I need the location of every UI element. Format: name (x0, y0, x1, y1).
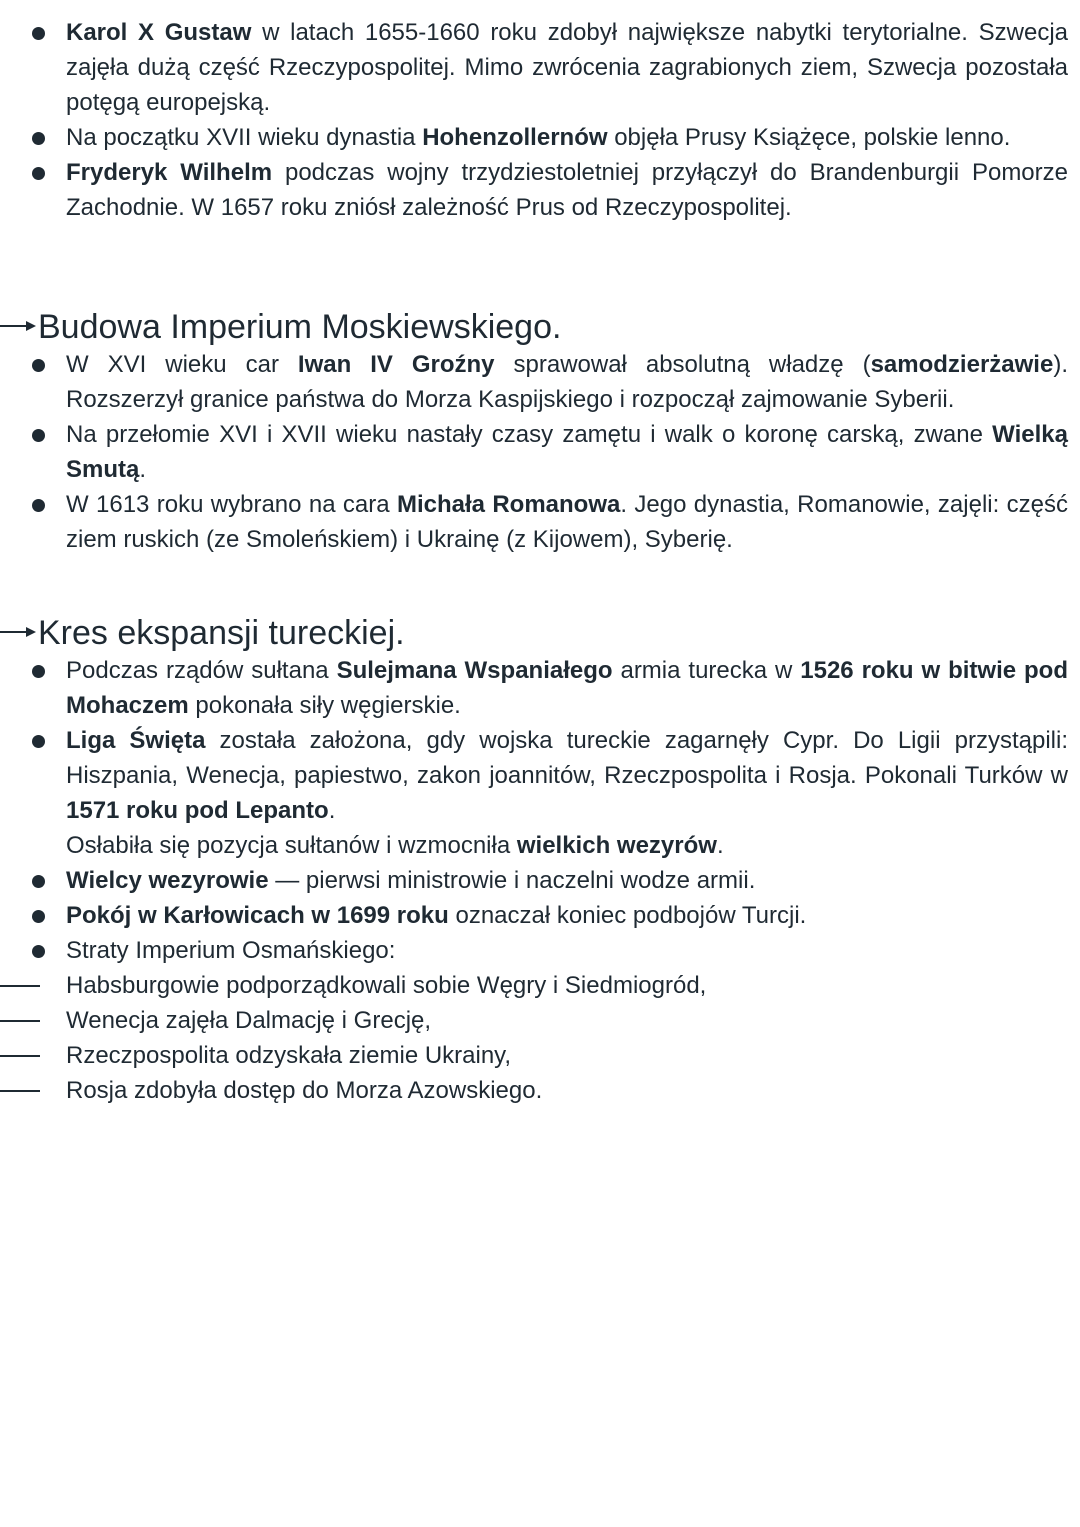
dash-marker-icon (0, 1020, 40, 1022)
bold-text: Wielką Smutą (66, 421, 1068, 483)
list-item (0, 723, 1076, 863)
text-run: Wenecja zajęła Dalmację i Grecję, (66, 1007, 432, 1034)
heading-text: Budowa Imperium Moskiewskiego. (38, 308, 562, 346)
text-run: Rzeczpospolita odzyskała ziemie Ukrainy, (66, 1042, 512, 1069)
bold-text: samodzierżawie (870, 351, 1054, 378)
text-run: podczas wojny trzydziestoletniej przyłączył do Brandenburgii Pomorze Zachodnie. W 1657 roku zniósł zależność Prus od Rzeczypospolitej. (66, 159, 1068, 221)
list-item (0, 1003, 1076, 1038)
section-heading-moscow (0, 307, 1076, 347)
bold-text: Wielcy wezyrowie (66, 867, 269, 894)
list-item (0, 863, 1076, 898)
dash-marker-icon (0, 1055, 40, 1057)
text-run: Podczas rządów sułtana (66, 657, 337, 684)
arrow-right-icon (0, 624, 38, 640)
dash-marker-icon (0, 1090, 40, 1092)
text-run: Rosja zdobyła dostęp do Morza Azowskiego. (66, 1077, 543, 1104)
list-item (0, 155, 1076, 225)
arrow-right-icon (0, 318, 38, 334)
bullet-icon (32, 499, 45, 512)
list-item (0, 968, 1076, 1003)
bullet-icon (32, 665, 45, 678)
bullet-icon (32, 735, 45, 748)
section-turkey (0, 613, 1076, 1108)
bold-text: 1571 roku pod Lepanto (66, 797, 329, 824)
text-run: . Jego dynastia, Romanowie, zajęli: część ziem ruskich (ze Smoleńskiem) i Ukrainę (z Kijowem), Syberię. (66, 491, 1068, 553)
list-item (0, 653, 1076, 723)
list-item (0, 487, 1076, 557)
text-run: . (328, 797, 336, 824)
text-run: objęła Prusy Książęce, polskie lenno. (607, 124, 1011, 151)
text-run: sprawował absolutną władzę ( (494, 351, 871, 378)
section-heading-turkey (0, 613, 1076, 653)
text-run: armia turecka w (612, 657, 801, 684)
bold-text: Sulejmana Wspaniałego (336, 657, 613, 684)
text-run: Habsburgowie podporządkowali sobie Węgry i Siedmiogród, (66, 972, 707, 999)
intro-list (0, 15, 1076, 225)
text-run: Na przełomie XVI i XVII wieku nastały czasy zamętu i walk o koronę carską, zwane (66, 421, 993, 448)
bullet-icon (32, 945, 45, 958)
section-intro (0, 15, 1076, 225)
text-run: Straty Imperium Osmańskiego: (66, 937, 396, 964)
text-run: w latach 1655-1660 roku zdobył największe nabytki terytorialne. Szwecja zajęła dużą część Rzeczypospolitej. Mimo zwrócenia zagrabionych ziem, Szwecja pozostała potęgą europejską. (66, 19, 1068, 116)
list-item (0, 15, 1076, 120)
heading-text: Kres ekspansji tureckiej. (38, 614, 405, 652)
bullet-icon (32, 875, 45, 888)
text-run: została założona, gdy wojska tureckie zagarnęły Cypr. Do Ligii przystąpili: Hiszpania, Wenecja, papiestwo, zakon joannitów, Rzeczpospolita i Rosja. Pokonali Turków w (66, 727, 1068, 789)
list-item (0, 1038, 1076, 1073)
list-item (0, 1073, 1076, 1108)
dash-marker-icon (0, 985, 40, 987)
bullet-icon (32, 359, 45, 372)
bold-text: 1526 roku w bitwie pod Mohaczem (66, 657, 1068, 719)
list-item (0, 933, 1076, 968)
text-run: Osłabiła się pozycja sułtanów i wzmocniła (66, 832, 517, 859)
bold-text: Michała Romanowa (396, 491, 621, 518)
bold-text: Pokój w Karłowicach w 1699 roku (66, 902, 449, 929)
text-run: . (716, 832, 724, 859)
text-run: . (139, 456, 147, 483)
text-run: pokonała siły węgierskie. (188, 692, 461, 719)
list-item (0, 347, 1076, 417)
section-moscow (0, 307, 1076, 557)
text-run: ). Rozszerzył granice państwa do Morza Kaspijskiego i rozpoczął zajmowanie Syberii. (66, 351, 1068, 413)
bold-text: Karol X Gustaw (66, 19, 252, 46)
bold-text: Iwan IV Groźny (297, 351, 495, 378)
turkey-list (0, 653, 1076, 1108)
text-run: W XVI wieku car (66, 351, 298, 378)
list-item (0, 898, 1076, 933)
bullet-icon (32, 132, 45, 145)
bullet-icon (32, 167, 45, 180)
text-run: Na początku XVII wieku dynastia (66, 124, 423, 151)
list-item (0, 120, 1076, 155)
bullet-icon (32, 910, 45, 923)
moscow-list (0, 347, 1076, 557)
text-run: W 1613 roku wybrano na cara (66, 491, 397, 518)
bold-text: Fryderyk Wilhelm (66, 159, 273, 186)
text-run: — pierwsi ministrowie i naczelni wodze armii. (268, 867, 756, 894)
bullet-icon (32, 27, 45, 40)
list-item (0, 417, 1076, 487)
text-run: oznaczał koniec podbojów Turcji. (448, 902, 807, 929)
bullet-icon (32, 429, 45, 442)
bold-text: wielkich wezyrów (516, 832, 717, 859)
bold-text: Hohenzollernów (422, 124, 608, 151)
bold-text: Liga Święta (66, 727, 206, 754)
